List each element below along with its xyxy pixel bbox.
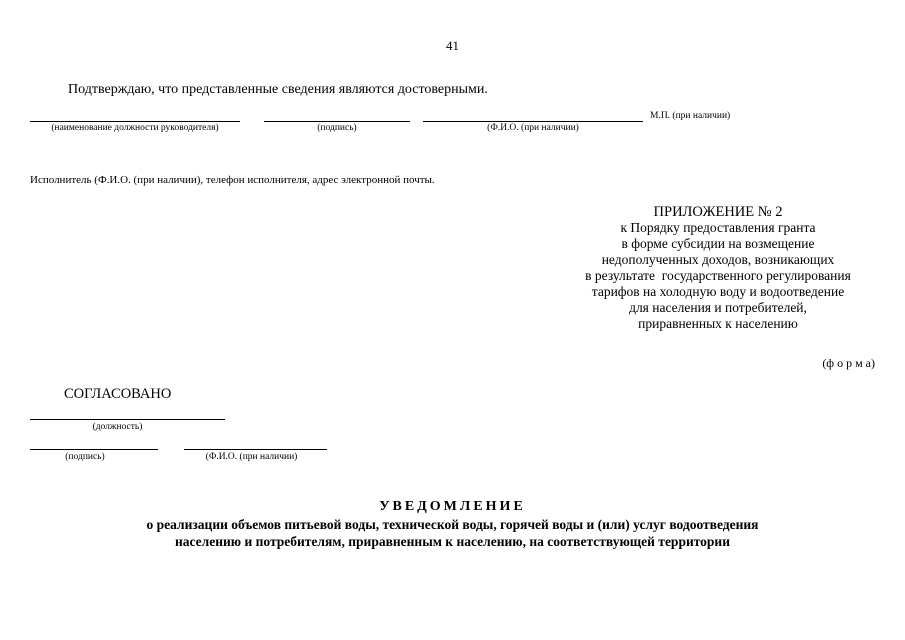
agreed-position-caption: (должность) <box>92 422 143 432</box>
appendix-line: тарифов на холодную воду и водоотведение <box>591 284 845 299</box>
page-number: 41 <box>446 38 459 53</box>
notice-title: УВЕДОМЛЕНИЕ <box>379 499 526 514</box>
appendix-line: приравненных к населению <box>638 316 798 331</box>
name-caption: (Ф.И.О. (при наличии) <box>487 123 579 133</box>
notice-subtitle <box>80 516 825 550</box>
appendix-line: в форме субсидии на возмещение <box>621 236 815 251</box>
appendix-header <box>560 204 876 332</box>
appendix-line: для населения и потребителей, <box>629 300 807 315</box>
appendix-line: недополученных доходов, возникающих <box>601 252 835 267</box>
appendix-title: ПРИЛОЖЕНИЕ № 2 <box>653 204 783 220</box>
position-caption: (наименование должности руководителя) <box>51 123 219 133</box>
name-signature-line <box>423 121 643 122</box>
seal-label: М.П. (при наличии) <box>650 111 731 121</box>
notice-line-2: населению и потребителям, приравненным к населению, на соответствующей территории <box>174 534 730 549</box>
agreed-signature-line <box>30 449 158 450</box>
confirmation-statement: Подтверждаю, что представленные сведения являются достоверными. <box>68 82 488 97</box>
agreed-title: СОГЛАСОВАНО <box>64 386 172 402</box>
notice-line-1: о реализации объемов питьевой воды, технической воды, горячей воды и (или) услуг водоотведения <box>146 517 759 532</box>
appendix-line: к Порядку предоставления гранта <box>620 220 816 235</box>
appendix-line: в результате государственного регулирования <box>585 268 851 283</box>
signature-caption: (подпись) <box>317 123 357 133</box>
executor-info: Исполнитель (Ф.И.О. (при наличии), телефон исполнителя, адрес электронной почты. <box>30 174 435 186</box>
agreed-name-caption: (Ф.И.О. (при наличии) <box>205 452 298 462</box>
agreed-name-line <box>184 449 327 450</box>
signature-line <box>264 121 410 122</box>
position-signature-line <box>30 121 240 122</box>
agreed-position-line <box>30 419 225 420</box>
form-label: (ф о р м а) <box>822 356 875 370</box>
agreed-signature-caption: (подпись) <box>65 452 105 462</box>
